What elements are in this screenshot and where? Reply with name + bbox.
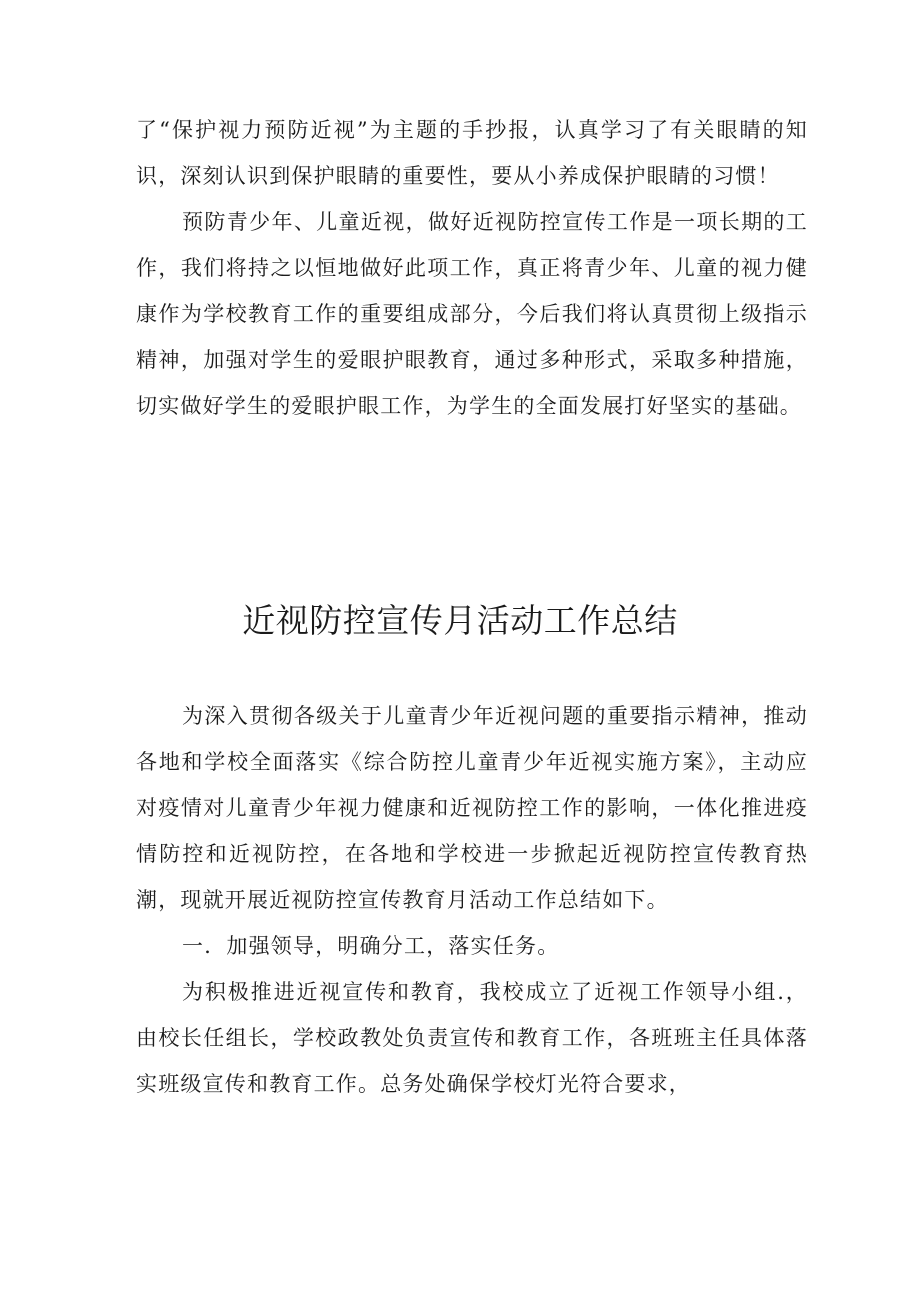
section-title: 近视防控宣传月活动工作总结 [242, 601, 678, 640]
continuation-text [136, 107, 808, 429]
paragraph-leadership: 为积极推进近视宣传和教育，我校成立了近视工作领导小组.，由校长任组长，学校政教处负责宣传和教育工作，各班班主任具体落实班级宣传和教育工作。总务处确保学校灯光符合要求， [136, 980, 808, 1096]
subheading-leadership: 一．加强领导，明确分工，落实任务。 [182, 934, 560, 958]
paragraph-continued: 了“保护视力预防近视”为主题的手抄报，认真学习了有关眼睛的知识，深刻认识到保护眼睛的重要性，要从小养成保护眼睛的习惯！ [136, 118, 808, 188]
section-body [136, 693, 808, 1107]
paragraph-closing: 预防青少年、儿童近视，做好近视防控宣传工作是一项长期的工作，我们将持之以恒地做好此项工作，真正将青少年、儿童的视力健康作为学校教育工作的重要组成部分，今后我们将认真贯彻上级指示精神，加强对学生的爱眼护眼教育，通过多种形式，采取多种措施，切实做好学生的爱眼护眼工作，为学生的全面发展打好坚实的基础。 [136, 210, 808, 418]
paragraph-intro: 为深入贯彻各级关于儿童青少年近视问题的重要指示精神，推动各地和学校全面落实《综合防控儿童青少年近视实施方案》，主动应对疫情对儿童青少年视力健康和近视防控工作的影响，一体化推进疫情防控和近视防控，在各地和学校进一步掀起近视防控宣传教育热潮，现就开展近视防控宣传教育月活动工作总结如下。 [136, 704, 808, 912]
